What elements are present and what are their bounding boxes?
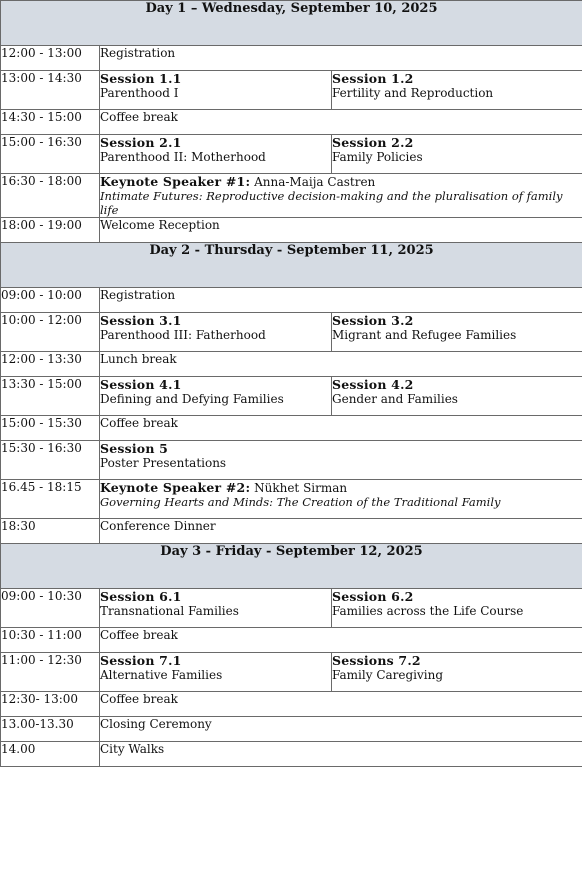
event-cell (100, 416, 582, 441)
session-cell (100, 653, 332, 692)
session-cell (332, 653, 582, 692)
time-cell: 09:00 - 10:30 (1, 589, 100, 628)
time-cell: 11:00 - 12:30 (1, 653, 100, 692)
keynote-talk: Intimate Futures: Reproductive decision-making and the pluralisation of family life (100, 189, 563, 217)
session-title: Session 5 (100, 441, 169, 456)
session-title: Session 6.1 (100, 589, 182, 604)
table-row (1, 135, 582, 174)
session-subtitle: Migrant and Refugee Families (332, 328, 517, 342)
session-title: Session 7.1 (100, 653, 182, 668)
keynote-talk: Governing Hearts and Minds: The Creation of the Traditional Family (100, 495, 501, 509)
event-cell (100, 218, 582, 243)
session-cell (332, 313, 582, 352)
session-cell (100, 135, 332, 174)
session-title: Sessions 7.2 (332, 653, 421, 668)
session-subtitle: Defining and Defying Families (100, 392, 284, 406)
table-row (1, 589, 582, 628)
table-row (1, 653, 582, 692)
table-row (1, 519, 582, 544)
event-cell (100, 288, 582, 313)
event-cell (100, 110, 582, 135)
event-label: City Walks (100, 742, 165, 756)
event-label: Conference Dinner (100, 519, 216, 533)
table-row (1, 174, 582, 218)
time-cell: 15:30 - 16:30 (1, 441, 100, 480)
time-cell: 18:00 - 19:00 (1, 218, 100, 243)
session-title: Session 3.1 (100, 313, 182, 328)
session-title: Session 1.2 (332, 71, 414, 86)
session-subtitle: Fertility and Reproduction (332, 86, 494, 100)
time-cell: 16.45 - 18:15 (1, 480, 100, 519)
time-cell: 13:00 - 14:30 (1, 71, 100, 110)
session-subtitle: Parenthood II: Motherhood (100, 150, 266, 164)
table-row (1, 46, 582, 71)
session-title: Session 6.2 (332, 589, 414, 604)
session-subtitle: Gender and Families (332, 392, 458, 406)
table-row (1, 218, 582, 243)
day-header: Day 2 - Thursday - September 11, 2025 (1, 243, 582, 288)
keynote-cell (100, 174, 582, 218)
session-cell (332, 589, 582, 628)
table-row (1, 717, 582, 742)
table-row (1, 313, 582, 352)
day-header: Day 1 – Wednesday, September 10, 2025 (1, 1, 582, 46)
time-cell: 14:30 - 15:00 (1, 110, 100, 135)
session-title: Session 1.1 (100, 71, 182, 86)
table-row (1, 377, 582, 416)
keynote-label: Keynote Speaker #1: (100, 174, 251, 189)
event-label: Welcome Reception (100, 218, 220, 232)
event-label: Coffee break (100, 692, 178, 706)
day-header: Day 3 - Friday - September 12, 2025 (1, 544, 582, 589)
session-cell (332, 135, 582, 174)
time-cell: 15:00 - 15:30 (1, 416, 100, 441)
session-subtitle: Transnational Families (100, 604, 239, 618)
table-row (1, 441, 582, 480)
event-label: Registration (100, 288, 176, 302)
table-row (1, 110, 582, 135)
session-cell (100, 71, 332, 110)
session-cell (332, 71, 582, 110)
table-row (1, 416, 582, 441)
event-label: Closing Ceremony (100, 717, 212, 731)
keynote-speaker: Anna-Maija Castren (250, 175, 376, 189)
time-cell: 16:30 - 18:00 (1, 174, 100, 218)
session-title: Session 2.2 (332, 135, 414, 150)
table-row (1, 742, 582, 767)
session-subtitle: Parenthood I (100, 86, 179, 100)
event-cell (100, 46, 582, 71)
event-cell (100, 717, 582, 742)
event-cell (100, 742, 582, 767)
session-cell (100, 377, 332, 416)
keynote-label: Keynote Speaker #2: (100, 480, 251, 495)
table-row (1, 628, 582, 653)
keynote-speaker: Nükhet Sirman (250, 481, 348, 495)
session-title: Session 2.1 (100, 135, 182, 150)
session-title: Session 4.2 (332, 377, 414, 392)
session-subtitle: Alternative Families (100, 668, 223, 682)
time-cell: 13:30 - 15:00 (1, 377, 100, 416)
time-cell: 14.00 (1, 742, 100, 767)
event-cell (100, 352, 582, 377)
time-cell: 18:30 (1, 519, 100, 544)
table-row (1, 288, 582, 313)
time-cell: 10:30 - 11:00 (1, 628, 100, 653)
session-cell (332, 377, 582, 416)
event-label: Coffee break (100, 110, 178, 124)
table-row (1, 480, 582, 519)
event-cell (100, 628, 582, 653)
time-cell: 12:00 - 13:30 (1, 352, 100, 377)
time-cell: 15:00 - 16:30 (1, 135, 100, 174)
event-cell (100, 519, 582, 544)
session-subtitle: Poster Presentations (100, 456, 227, 470)
session-subtitle: Families across the Life Course (332, 604, 524, 618)
time-cell: 13.00-13.30 (1, 717, 100, 742)
time-cell: 12:00 - 13:00 (1, 46, 100, 71)
event-label: Lunch break (100, 352, 177, 366)
keynote-cell (100, 480, 582, 519)
time-cell: 12:30- 13:00 (1, 692, 100, 717)
session-subtitle: Family Caregiving (332, 668, 444, 682)
event-label: Coffee break (100, 628, 178, 642)
time-cell: 09:00 - 10:00 (1, 288, 100, 313)
event-label: Registration (100, 46, 176, 60)
session-cell (100, 441, 582, 480)
session-subtitle: Family Policies (332, 150, 423, 164)
time-cell: 10:00 - 12:00 (1, 313, 100, 352)
session-cell (100, 313, 332, 352)
event-label: Coffee break (100, 416, 178, 430)
session-title: Session 4.1 (100, 377, 182, 392)
session-cell (100, 589, 332, 628)
table-row (1, 71, 582, 110)
event-cell (100, 692, 582, 717)
table-row (1, 692, 582, 717)
table-row (1, 352, 582, 377)
session-subtitle: Parenthood III: Fatherhood (100, 328, 266, 342)
session-title: Session 3.2 (332, 313, 414, 328)
